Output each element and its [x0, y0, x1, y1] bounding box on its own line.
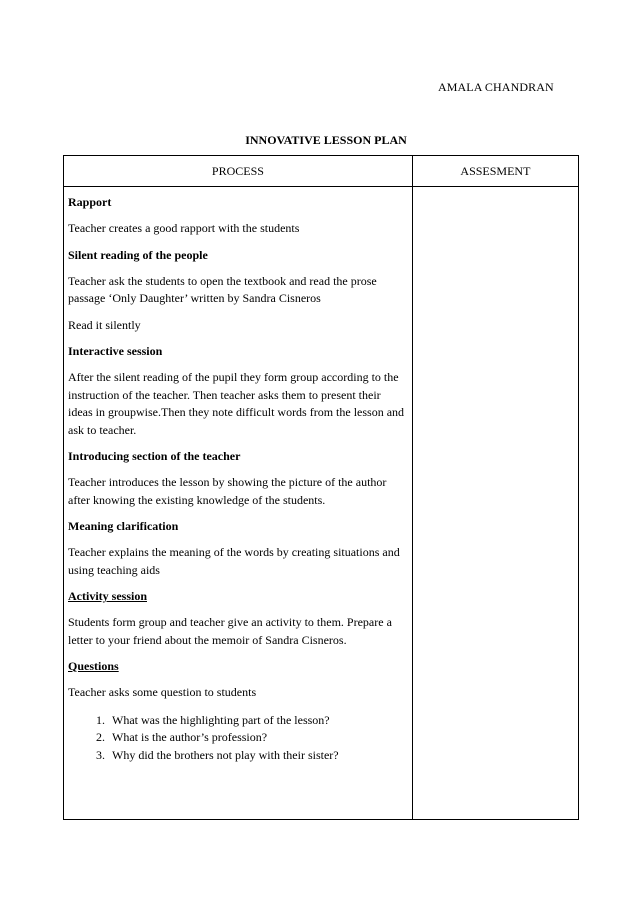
section-meaning-clarification [68, 518, 408, 579]
section-silent-reading [68, 247, 408, 335]
section-heading: Meaning clarification [68, 519, 179, 533]
lesson-plan-table [63, 155, 579, 820]
section-heading: Activity session [68, 589, 147, 603]
process-cell [64, 187, 413, 820]
process-column-header: PROCESS [64, 156, 413, 187]
section-introducing [68, 448, 408, 509]
section-rapport [68, 194, 408, 238]
questions-list [68, 712, 408, 765]
section-heading: Rapport [68, 195, 112, 209]
section-paragraph: After the silent reading of the pupil they form group according to the instruction of the teacher. Then teacher asks them to present their ideas in groupwise.Then they note difficult words from the lesson and ask to teacher. [68, 370, 405, 437]
section-questions [68, 658, 408, 764]
section-paragraph: Teacher creates a good rapport with the students [68, 221, 300, 235]
question-item: 2. What is the author’s profession? [108, 729, 408, 747]
question-item: 3. Why did the brothers not play with their sister? [108, 747, 408, 765]
section-paragraph: Read it silently [68, 317, 141, 332]
section-paragraph: Teacher asks some question to students [68, 685, 257, 699]
section-paragraph: Students form group and teacher give an activity to them. Prepare a letter to your friend about the memoir of Sandra Cisneros. [68, 615, 392, 647]
section-paragraph: Teacher introduces the lesson by showing the picture of the author after knowing the existing knowledge of the students. [68, 475, 387, 507]
assessment-column-header: ASSESMENT [412, 156, 578, 187]
document-title: INNOVATIVE LESSON PLAN [245, 133, 407, 147]
section-heading: Interactive session [68, 344, 163, 358]
section-paragraph: Teacher explains the meaning of the words by creating situations and using teaching aids [68, 545, 400, 577]
section-interactive-session [68, 343, 408, 439]
section-activity-session [68, 588, 408, 649]
section-heading: Questions [68, 659, 119, 673]
question-item: 1. What was the highlighting part of the lesson? [108, 712, 408, 730]
table-body-row [64, 187, 579, 820]
table-header-row [64, 156, 579, 187]
assessment-cell [412, 187, 578, 820]
section-heading: Introducing section of the teacher [68, 449, 241, 463]
author-name: AMALA CHANDRAN [438, 80, 554, 94]
section-paragraph: Teacher ask the students to open the textbook and read the prose passage ‘Only Daughter’ written by Sandra Cisneros [68, 273, 377, 305]
section-heading: Silent reading of the people [68, 247, 208, 262]
